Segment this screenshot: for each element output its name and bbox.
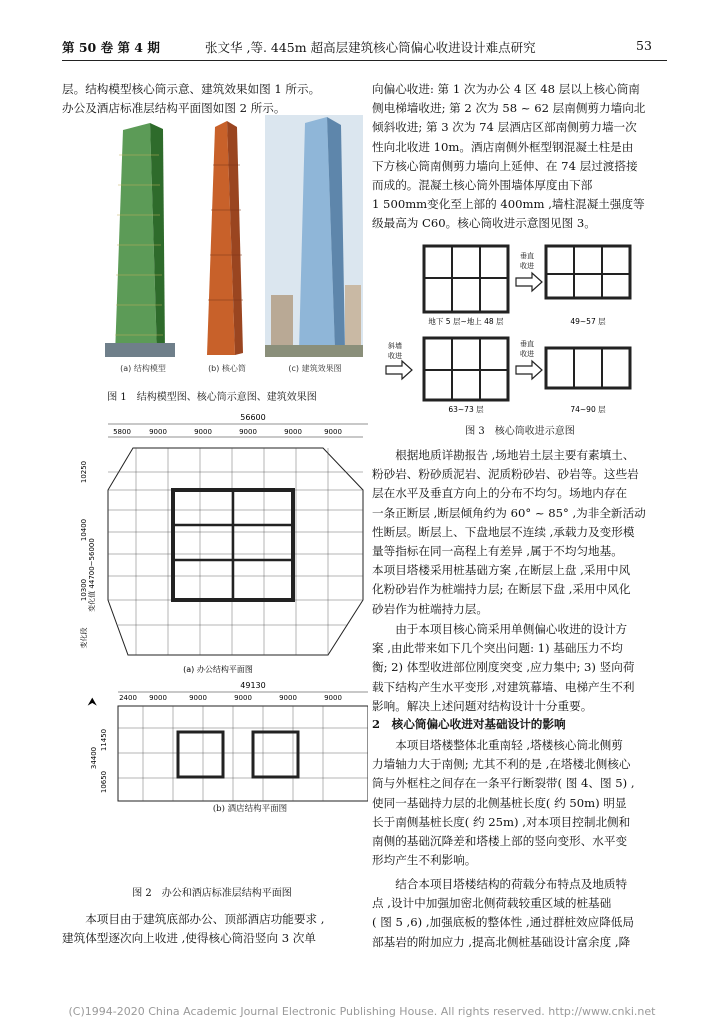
left-top-paragraph xyxy=(62,80,362,118)
figure-1-caption: 图 1 结构模型图、核心筒示意图、建筑效果图 xyxy=(107,392,317,403)
text-line: 办公及酒店标准层结构平面图如图 2 所示。 xyxy=(62,101,286,116)
hotel-span-dimensions xyxy=(119,694,342,702)
figure-2 xyxy=(78,410,368,810)
figure-2a-label: (a) 办公结构平面图 xyxy=(183,665,253,674)
text-line: 层在水平及垂直方向上的分布不均匀。场地内存在 xyxy=(372,486,628,501)
page-number: 53 xyxy=(636,38,652,53)
core-panel-1 xyxy=(424,246,508,312)
left-total-label: 变化值 44700~56000 xyxy=(88,538,96,612)
hotel-left-dimensions xyxy=(90,729,108,793)
left-dim-label: 34400 xyxy=(90,746,98,770)
problems-paragraph xyxy=(372,620,668,716)
office-left-dimensions xyxy=(79,461,96,649)
office-plan-drawing xyxy=(108,448,363,655)
text-line: 量等指标在同一高程上有差异 ,属于不均匀地基。 xyxy=(372,544,623,559)
text-line: 级最高为 C60。核心筒收进示意图见图 3。 xyxy=(372,216,596,231)
figure-1c-label: (c) 建筑效果图 xyxy=(288,364,342,373)
north-arrow-icon: ⮝ xyxy=(88,697,97,708)
core-panel-4 xyxy=(546,348,630,388)
text-line: 本项目塔楼整体北重南轻 ,塔楼核心筒北侧剪 xyxy=(372,738,623,752)
text-line: 由于本项目核心筒采用单侧偏心收进的设计方 xyxy=(372,622,628,636)
text-line: 载下结构产生水平变形 ,对建筑幕墙、电梯产生不利 xyxy=(372,679,635,694)
arrow-1-label: 垂直 xyxy=(520,252,534,260)
text-line: 本项目塔楼采用桩基础方案 ,在断层上盘 ,采用中风 xyxy=(372,563,631,578)
text-line: 性向北收进 10m。酒店南侧外框型钢混凝土柱是由 xyxy=(372,139,634,154)
text-line: 层。结构模型核心筒示意、建筑效果如图 1 所示。 xyxy=(62,82,321,96)
span-label: 9000 xyxy=(324,694,342,702)
span-label: 9000 xyxy=(324,428,342,436)
office-total-dimension: 56600 xyxy=(240,413,266,422)
span-label: 9000 xyxy=(194,428,212,436)
text-line: 根据地质详勘报告 ,场地岩土层主要有素填土、 xyxy=(372,448,635,462)
arrow-2-label: 斜墙 xyxy=(388,342,402,350)
arrow-right-icon xyxy=(386,361,412,379)
text-line: 侧电梯墙收进; 第 2 次为 58 ~ 62 层南侧剪力墙向北 xyxy=(372,101,646,116)
panel-1-label: 地下 5 层~地上 48 层 xyxy=(428,317,504,326)
panel-3-label: 63~73 层 xyxy=(448,405,484,414)
text-line: 性断层。断层上、下盘地层不连续 ,承载力及变形模 xyxy=(372,524,635,539)
header-rule xyxy=(62,60,667,61)
right-top-paragraph xyxy=(372,80,668,234)
span-label: 9000 xyxy=(189,694,207,702)
foundation-paragraph xyxy=(372,736,668,870)
arrow-right-icon xyxy=(516,361,542,379)
pile-design-paragraph xyxy=(372,875,668,952)
core-tube-image xyxy=(207,121,243,355)
left-dim-label: 11450 xyxy=(100,728,108,752)
span-label: 9000 xyxy=(234,694,252,702)
text-line: 形均产生不利影响。 xyxy=(372,853,477,868)
hotel-plan-drawing xyxy=(118,706,368,801)
text-line: 部基岩的附加应力 ,提高北侧桩基础设计富余度 ,降 xyxy=(372,934,631,949)
span-label: 9000 xyxy=(149,428,167,436)
section-2-title: 2 核心筒偏心收进对基础设计的影响 xyxy=(372,717,566,731)
text-line: 衡; 2) 体型收进部位刚度突变 ,应力集中; 3) 竖向荷 xyxy=(372,660,635,675)
text-line: 向偏心收进: 第 1 次为办公 4 区 48 层以上核心筒南 xyxy=(372,82,640,96)
panel-2-label: 49~57 层 xyxy=(570,317,606,326)
text-line: 1 500mm变化至上部的 400mm ,墙柱混凝土强度等 xyxy=(372,197,645,212)
figure-3 xyxy=(380,238,670,434)
text-line: 长于南侧基桩长度( 约 25m) ,对本项目控制北侧和 xyxy=(372,814,631,829)
office-span-dimensions xyxy=(113,428,342,436)
figure-1 xyxy=(95,115,365,377)
running-title: 张文华 ,等. 445m 超高层建筑核心筒偏心收进设计难点研究 xyxy=(205,40,536,55)
text-line: 化粉砂岩作为桩端持力层; 在断层下盘 ,采用中风化 xyxy=(372,582,631,597)
span-label: 9000 xyxy=(239,428,257,436)
text-line: 南侧的基础沉降差和塔楼上部的竖向变形、水平变 xyxy=(372,834,628,849)
journal-issue: 第 50 卷 第 4 期 xyxy=(62,40,160,55)
text-line: 倾斜收进; 第 3 次为 74 层酒店区部南侧剪力墙一次 xyxy=(372,120,637,135)
left-dim-label: 10300 xyxy=(80,578,88,602)
geology-paragraph xyxy=(372,446,668,619)
building-rendering-image xyxy=(265,115,363,357)
left-dim-label: 10250 xyxy=(80,460,88,484)
copyright-footer: (C)1994-2020 China Academic Journal Electronic Publishing House. All rights reserved. http://www.cnki.net xyxy=(68,1005,656,1018)
core-panel-3 xyxy=(424,338,508,400)
text-line: 粉砂岩、粉砂质泥岩、泥质粉砂岩、砂岩等。这些岩 xyxy=(372,467,639,482)
arrow-3-label: 垂直 xyxy=(520,340,534,348)
span-label: 9000 xyxy=(149,694,167,702)
arrow-1-label: 收进 xyxy=(520,262,534,270)
text-line: 砂岩作为桩端持力层。 xyxy=(372,601,488,616)
left-dim-label: 变化段 xyxy=(80,627,88,649)
span-label: 2400 xyxy=(119,694,137,702)
left-bottom-paragraph xyxy=(62,910,362,948)
text-line: 下方核心筒南侧剪力墙向上延伸、在 74 层过渡搭接 xyxy=(372,158,638,173)
figure-3-caption: 图 3 核心筒收进示意图 xyxy=(465,426,575,437)
left-dim-label: 10650 xyxy=(100,770,108,794)
core-panel-2 xyxy=(546,246,630,298)
span-label: 9000 xyxy=(279,694,297,702)
hotel-total-dimension: 49130 xyxy=(240,681,266,690)
arrow-right-icon xyxy=(516,273,542,291)
text-line: 力墙轴力大于南侧; 尤其不利的是 ,在塔楼北侧核心 xyxy=(372,757,631,772)
text-line: 使同一基础持力层的北侧基桩长度( 约 50m) 明显 xyxy=(372,795,627,810)
text-line: 结合本项目塔楼结构的荷载分布特点及地质特 xyxy=(372,877,628,891)
text-line: 建筑体型逐次向上收进 ,使得核心筒沿竖向 3 次单 xyxy=(62,931,316,946)
arrow-3-label: 收进 xyxy=(520,350,534,358)
span-label: 9000 xyxy=(284,428,302,436)
text-line: ( 图 5 ,6) ,加强底板的整体性 ,通过群桩效应降低局 xyxy=(372,915,634,930)
text-line: 点 ,设计中加强加密北侧荷载较重区域的桩基础 xyxy=(372,896,612,911)
figure-1a-label: (a) 结构模型 xyxy=(120,364,166,373)
arrow-2-label: 收进 xyxy=(388,352,402,360)
figure-2b-label: (b) 酒店结构平面图 xyxy=(212,804,288,814)
text-line: 影响。解决上述问题对结构设计十分重要。 xyxy=(372,698,593,713)
text-line: 而成的。混凝土核心筒外围墙体厚度由下部 xyxy=(372,178,593,193)
text-line: 一条正断层 ,断层倾角约为 60° ~ 85° ,为非全新活动 xyxy=(372,505,646,520)
figure-2-caption: 图 2 办公和酒店标准层结构平面图 xyxy=(132,888,292,899)
text-line: 案 ,由此带来如下几个突出问题: 1) 基础压力不均 xyxy=(372,641,623,656)
text-line: 本项目由于建筑底部办公、顶部酒店功能要求 , xyxy=(62,912,325,926)
span-label: 5800 xyxy=(113,428,131,436)
panel-4-label: 74~90 层 xyxy=(570,405,606,414)
left-dim-label: 10400 xyxy=(80,518,88,542)
text-line: 筒与外框柱之间存在一条平行断裂带( 图 4、图 5) , xyxy=(372,776,635,791)
figure-1b-label: (b) 核心筒 xyxy=(208,364,246,373)
structural-model-image xyxy=(105,123,175,357)
